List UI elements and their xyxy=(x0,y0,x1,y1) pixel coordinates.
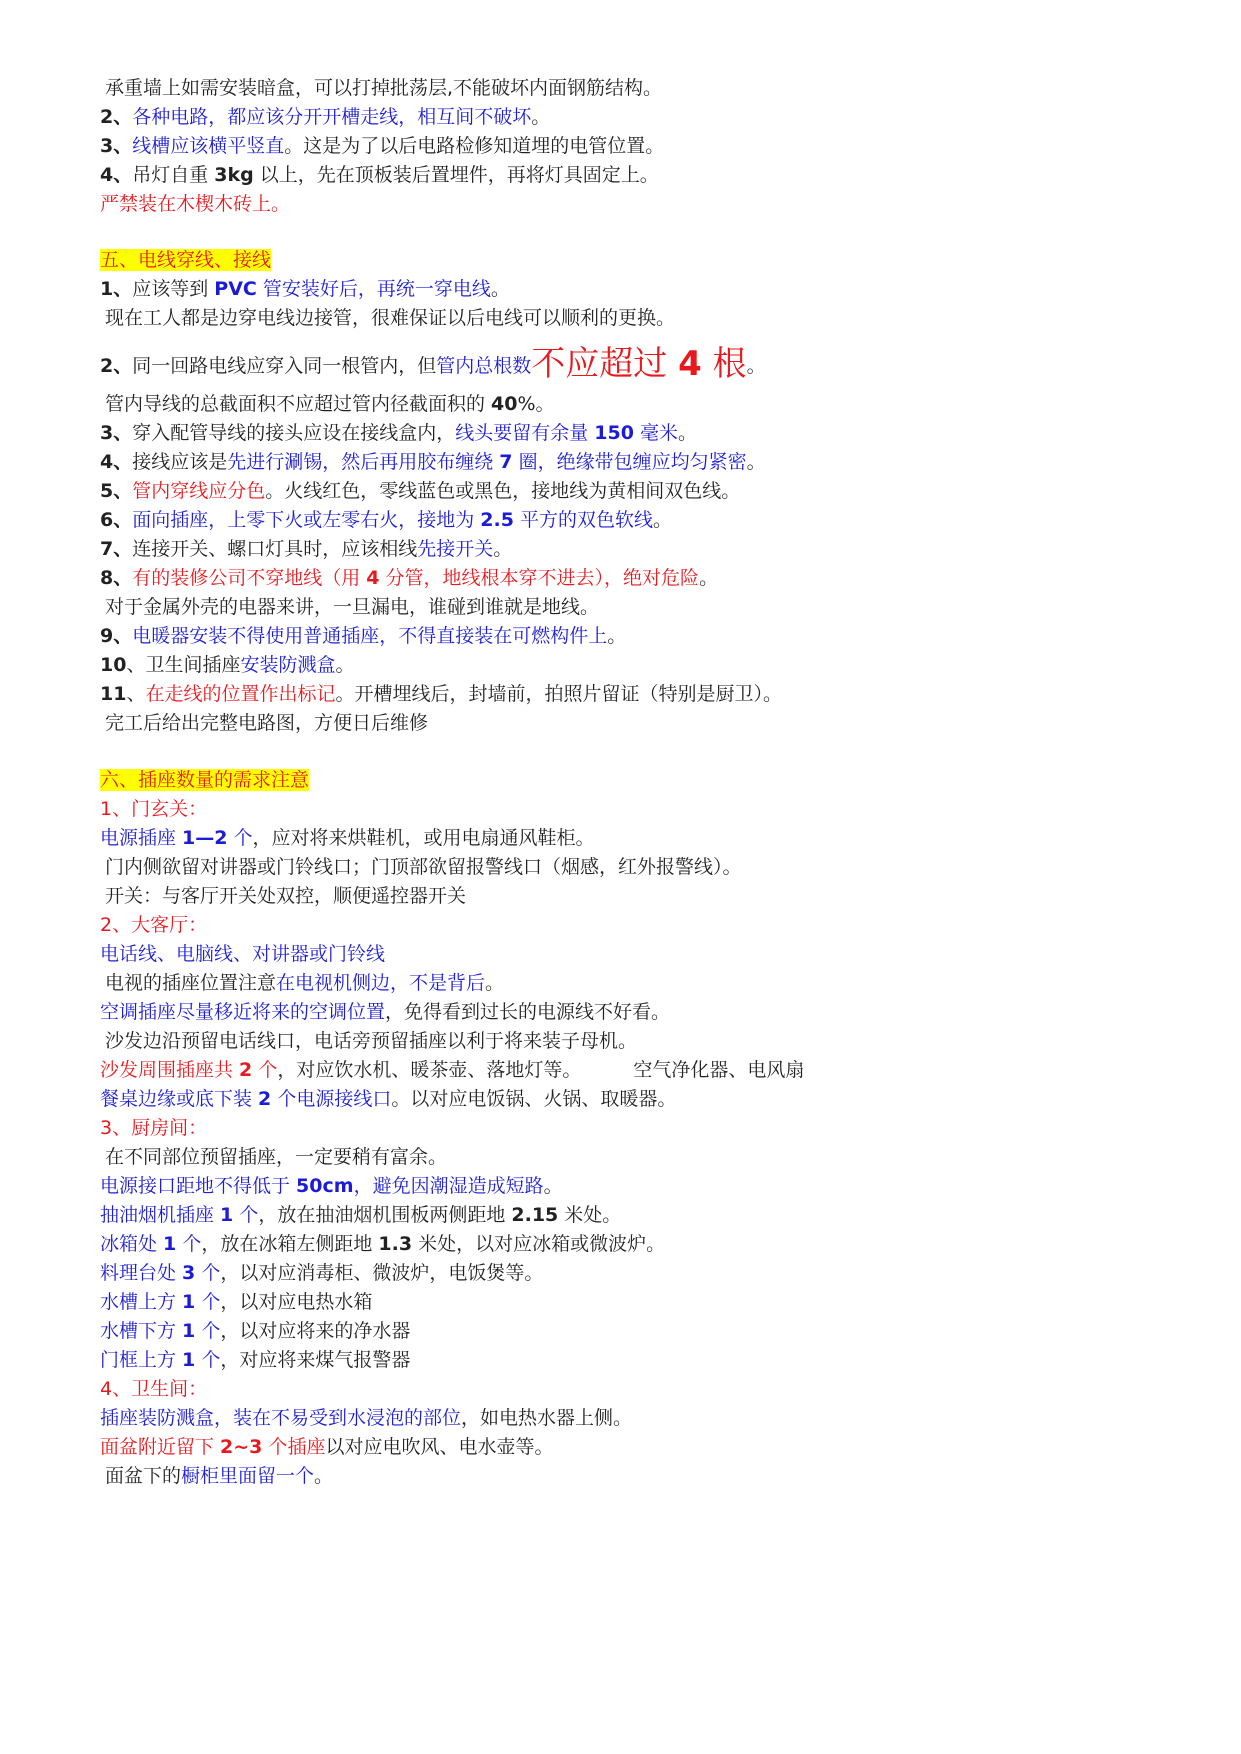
text-line: 空调插座尽量移近将来的空调位置，免得看到过长的电源线不好看。 xyxy=(100,1001,671,1023)
list-item: 8、有的装修公司不穿地线（用 4 分管，地线根本穿不进去），绝对危险。 xyxy=(100,567,719,589)
list-item: 3、线槽应该横平竖直。这是为了以后电路检修知道埋的电管位置。 xyxy=(100,135,665,157)
text-line: 插座装防溅盒，装在不易受到水浸泡的部位，如电热水器上侧。 xyxy=(100,1407,633,1429)
list-item: 3、穿入配管导线的接头应设在接线盒内，线头要留有余量 150 毫米。 xyxy=(100,422,698,444)
list-item: 7、连接开关、螺口灯具时，应该相线先接开关。 xyxy=(100,538,513,560)
text-line: 沙发边沿预留电话线口，电话旁预留插座以利于将来装子母机。 xyxy=(105,1030,638,1052)
list-item: 9、电暖器安装不得使用普通插座，不得直接装在可燃构件上。 xyxy=(100,625,627,647)
text-line: 电源插座 1—2 个，应对将来烘鞋机，或用电扇通风鞋柜。 xyxy=(100,827,595,849)
text-line: 管内导线的总截面积不应超过管内径截面积的 40%。 xyxy=(105,393,555,415)
list-item: 2、各种电路，都应该分开开槽走线，相互间不破坏。 xyxy=(100,106,551,128)
subsection-title: 4、卫生间： xyxy=(100,1378,208,1400)
text-line: 对于金属外壳的电器来讲，一旦漏电，谁碰到谁就是地线。 xyxy=(105,596,600,618)
text-line: 门内侧欲留对讲器或门铃线口；门顶部欲留报警线口（烟感，红外报警线）。 xyxy=(105,856,742,878)
list-item: 11、在走线的位置作出标记。开槽埋线后，封墙前，拍照片留证（特别是厨卫）。 xyxy=(100,683,782,705)
text-line: 电视的插座位置注意在电视机侧边，不是背后。 xyxy=(105,972,505,994)
list-item: 4、接线应该是先进行涮锡，然后再用胶布缠绕 7 圈，绝缘带包缠应均匀紧密。 xyxy=(100,451,766,473)
text-line: 餐桌边缘或底下装 2 个电源接线口。以对应电饭锅、火锅、取暖器。 xyxy=(100,1088,677,1110)
section-heading: 五、电线穿线、接线 xyxy=(100,249,272,271)
subsection-title: 3、厨房间： xyxy=(100,1117,208,1139)
text-line: 完工后给出完整电路图，方便日后维修 xyxy=(105,712,429,734)
list-item: 2、同一回路电线应穿入同一根管内，但管内总根数不应超过 4 根。 xyxy=(100,344,766,384)
list-item: 1、应该等到 PVC 管安装好后，再统一穿电线。 xyxy=(100,278,510,300)
list-item: 6、面向插座，上零下火或左零右火，接地为 2.5 平方的双色软线。 xyxy=(100,509,673,531)
list-item: 10、卫生间插座安装防溅盒。 xyxy=(100,654,355,676)
text-line: 现在工人都是边穿电线边接管，很难保证以后电线可以顺利的更换。 xyxy=(105,307,676,329)
text-line: 沙发周围插座共 2 个，对应饮水机、暖茶壶、落地灯等。 空气净化器、电风扇 xyxy=(100,1059,805,1081)
text-line: 开关：与客厅开关处双控，顺便遥控器开关 xyxy=(105,885,467,907)
text-line: 抽油烟机插座 1 个，放在抽油烟机围板两侧距地 2.15 米处。 xyxy=(100,1204,622,1226)
text-line: 冰箱处 1 个，放在冰箱左侧距地 1.3 米处，以对应冰箱或微波炉。 xyxy=(100,1233,666,1255)
text-line: 面盆下的橱柜里面留一个。 xyxy=(105,1465,334,1487)
text-line: 门框上方 1 个，对应将来煤气报警器 xyxy=(100,1349,411,1371)
text-line: 电话线、电脑线、对讲器或门铃线 xyxy=(100,943,386,965)
text-line: 水槽下方 1 个，以对应将来的净水器 xyxy=(100,1320,411,1342)
list-item: 5、管内穿线应分色。火线红色，零线蓝色或黑色，接地线为黄相间双色线。 xyxy=(100,480,741,502)
text-line: 料理台处 3 个，以对应消毒柜、微波炉，电饭煲等。 xyxy=(100,1262,544,1284)
subsection-title: 2、大客厅： xyxy=(100,914,208,936)
text-line: 在不同部位预留插座，一定要稍有富余。 xyxy=(105,1146,448,1168)
text-line: 面盆附近留下 2~3 个插座以对应电吹风、电水壶等。 xyxy=(100,1436,554,1458)
text-line: 电源接口距地不得低于 50cm，避免因潮湿造成短路。 xyxy=(100,1175,563,1197)
warning-line: 严禁装在木楔木砖上。 xyxy=(100,193,291,215)
text-line: 承重墙上如需安装暗盒，可以打掉批荡层,不能破坏内面钢筋结构。 xyxy=(105,77,663,99)
text-line: 水槽上方 1 个，以对应电热水箱 xyxy=(100,1291,373,1313)
section-heading: 六、插座数量的需求注意 xyxy=(100,769,310,791)
subsection-title: 1、门玄关： xyxy=(100,798,208,820)
list-item: 4、吊灯自重 3kg 以上，先在顶板装后置埋件，再将灯具固定上。 xyxy=(100,164,659,186)
